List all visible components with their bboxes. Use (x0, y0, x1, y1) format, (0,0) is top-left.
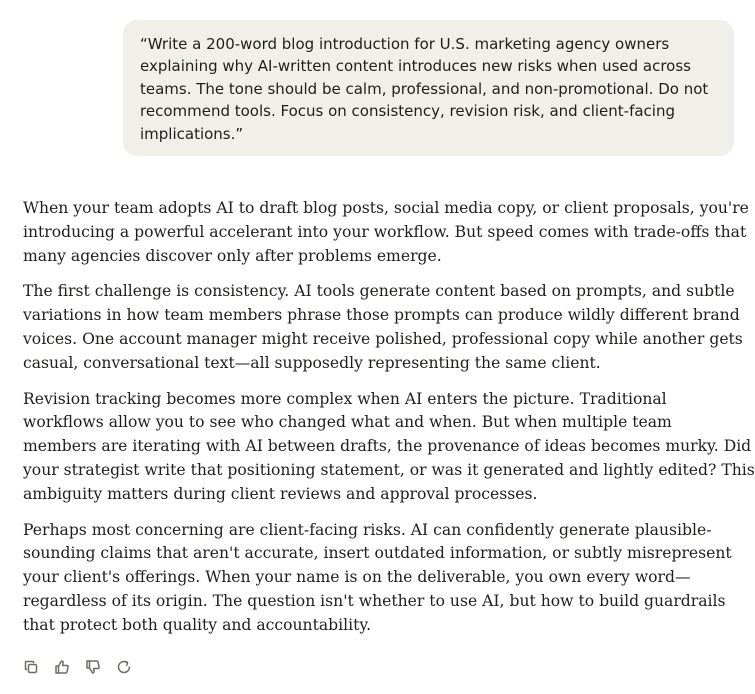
thumbs-down-button[interactable] (83, 657, 103, 677)
response-line: voices. One account manager might receive polished, professional copy while another gets (23, 329, 743, 348)
response-line: workflows allow you to see who changed what and when. But when multiple team (23, 413, 672, 432)
thumbs-down-icon (85, 659, 101, 675)
response-line: that protect both quality and accountability. (23, 615, 372, 634)
response-paragraph (23, 388, 755, 507)
user-message-line: explaining why AI-written content introduces new risks when used across (140, 57, 691, 76)
user-message-line: recommend tools. Focus on consistency, revision risk, and client-facing (140, 102, 675, 121)
response-line: When your team adopts AI to draft blog posts, social media copy, or client proposals, you're (23, 199, 749, 217)
response-line: The first challenge is consistency. AI tools generate content based on prompts, and subtle (23, 282, 735, 301)
response-paragraph (23, 197, 749, 268)
assistant-response (23, 197, 755, 650)
user-message-line: implications.” (140, 124, 244, 143)
response-line: Perhaps most concerning are client-facing risks. AI can confidently generate plausible- (23, 520, 712, 539)
response-line: sounding claims that aren't accurate, insert outdated information, or subtly misrepresent (23, 544, 732, 563)
response-line: your client's offerings. When your name is on the deliverable, you own every word— (23, 568, 691, 587)
response-line: Revision tracking becomes more complex when AI enters the picture. Traditional (23, 389, 667, 408)
response-line: variations in how team members phrase those prompts can produce wildly different brand (23, 306, 740, 325)
response-line: casual, conversational text—all supposedly representing the same client. (23, 353, 601, 372)
thumbs-up-button[interactable] (52, 657, 72, 677)
copy-button[interactable] (21, 657, 41, 677)
user-message-line: “Write a 200-word blog introduction for U.S. marketing agency owners (140, 35, 670, 53)
user-message-line: teams. The tone should be calm, professional, and non-promotional. Do not (140, 79, 709, 98)
response-line: regardless of its origin. The question isn't whether to use AI, but how to build guardrails (23, 591, 726, 610)
retry-button[interactable] (114, 657, 134, 677)
response-line: many agencies discover only after problems emerge. (23, 246, 442, 265)
response-line: ambiguity matters during client reviews and approval processes. (23, 484, 538, 503)
response-line: members are iterating with AI between drafts, the provenance of ideas becomes murky. Did (23, 437, 752, 456)
user-message-bubble (123, 20, 734, 156)
copy-icon (23, 659, 39, 675)
message-actions (21, 657, 145, 677)
response-line: introducing a powerful accelerant into your workflow. But speed comes with trade-offs that (23, 222, 747, 241)
response-line: your strategist write that positioning statement, or was it generated and lightly edited? This (23, 460, 755, 479)
response-paragraph (23, 280, 743, 375)
response-paragraph (23, 519, 738, 638)
thumbs-up-icon (54, 659, 70, 675)
retry-icon (116, 659, 132, 675)
